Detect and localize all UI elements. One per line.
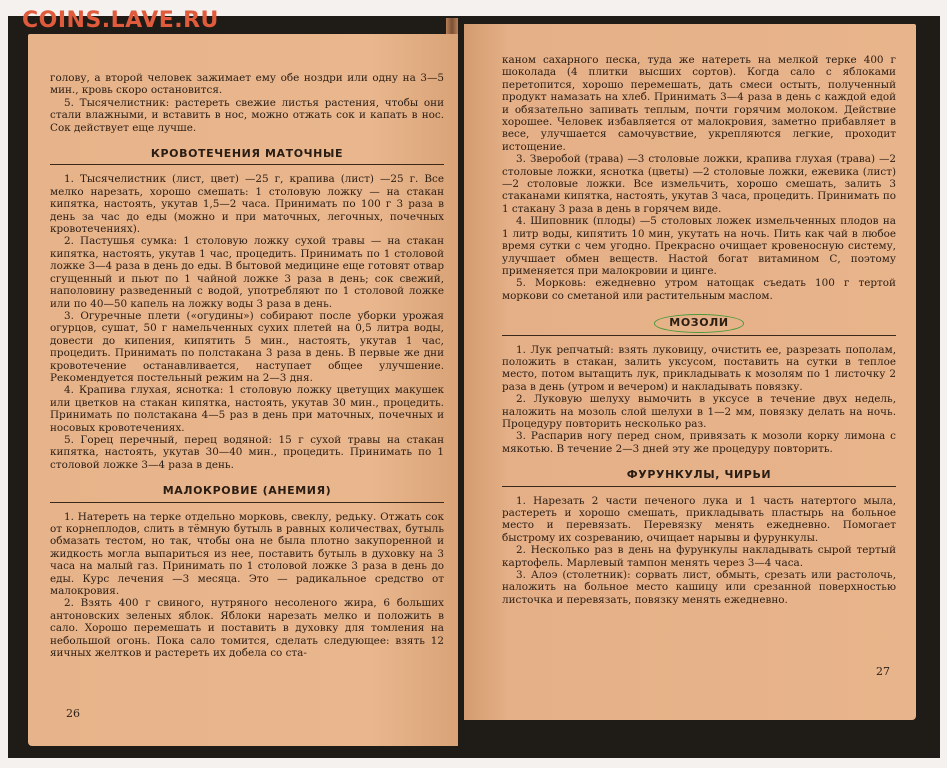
section-divider (502, 486, 896, 487)
right-page (464, 24, 916, 720)
right-page-content (502, 54, 896, 606)
right-intro-1: каном сахарного песка, туда же натереть на мелкой терке 400 г шоколада (4 плитки высших сортов). Когда сало с яблоками перетопится, хорошо перемешать, дать смеси остыть, полученный продукт намазать на хлеб. Принимать 3—4 раза в день с каждой едой и обязательно запивать теплым, почти горячим молоком. Действие хорошее. Человек избавляется от малокровия, заметно прибавляет в весе, улучшается самочувствие, укрепляются легкие, проходит истощение. (502, 54, 896, 153)
left-s2-item-1: 1. Натереть на терке отдельно морковь, свеклу, редьку. Отжать сок от корнеплодов, слить в тёмную бутыль в равных количествах, бутыль обмазать тестом, но так, чтобы она не была плотно закупоренной и жидкость могла выпариться из нее, поставить бутыль в духовку на 3 часа на малый газ. Принимать по 1 столовой ложке 3 раза в день до еды. Курс лечения —3 месяца. Это — радикальное средство от малокровия. (50, 510, 444, 598)
section-divider (50, 502, 444, 503)
left-s1-item-2: 2. Пастушья сумка: 1 столовую ложку сухой травы — на стакан кипятка, настоять, укутав 1 час, процедить. Принимать по 1 столовой ложке 3—4 раза в день до еды. В бытовой медицине еще готовят отвар сгущенный и пьют по 1 чайной ложке 3 раза в день; сок свежий, наполовину разведенный с водой, употребляют по 1 столовой ложке или по 40—50 капель на ложку воды 3 раза в день. (50, 235, 444, 310)
right-s1-item-3: 3. Распарив ногу перед сном, привязать к мозоли корку лимона с мякотью. В течение 2—3 дней эту же процедуру повторить. (502, 430, 896, 455)
right-s2-item-1: 1. Нарезать 2 части печеного лука и 1 часть натертого мыла, растереть и хорошо смешать, прикладывать пластырь на больное место и перевязать. Перевязку менять ежедневно. Помогает быстрому их созреванию, очищает нарывы и фурункулы. (502, 494, 896, 544)
right-s2-item-3: 3. Алоэ (столетник): сорвать лист, обмыть, срезать или растолочь, наложить на больное место кашицу или срезанной поверхностью листочка и перевязать, повязку менять ежедневно. (502, 569, 896, 606)
left-page (28, 34, 458, 746)
section-divider (502, 335, 896, 336)
section-title-wrap (502, 314, 896, 332)
watermark: COINS.LAVE.RU (22, 8, 219, 33)
right-s2-item-2: 2. Несколько раз в день на фурункулы накладывать сырой тертый картофель. Марлевый тампон менять через 3—4 часа. (502, 544, 896, 569)
left-s1-item-3: 3. Огуречные плети («огудины») собирают после уборки урожая огурцов, сушат, 50 г намельченных сухих плетей на 0,5 литра воды, довести до кипения, кипятить 5 мин., настоять, укутав 1 час, процедить. Принимать по полстакана 3 раза в день. В первые же дни кровотечение останавливается, наступает общее улучшение. Рекомендуется постельный режим на 2—3 дня. (50, 309, 444, 384)
left-intro-1: голову, а второй человек зажимает ему обе ноздри или одну на 3—5 мин., кровь скоро остановится. (50, 72, 444, 97)
right-intro-2: 3. Зверобой (трава) —3 столовые ложки, крапива глухая (трава) —2 столовые ложки, яснотка (цветы) —2 столовые ложки, ежевика (лист) —2 столовые ложки. Все измельчить, хорошо смешать, залить 3 стаканами кипятка, настоять, укутав 3 часа, процедить. Принимать по 1 стакану 3 раза в день в горячем виде. (502, 153, 896, 215)
page-number-right: 27 (876, 665, 890, 678)
left-page-content (50, 72, 444, 659)
left-s1-item-5: 5. Горец перечный, перец водяной: 15 г сухой травы на стакан кипятка, настоять, укутав 30—40 мин., процедить. Принимать по 1 столовой ложке 3—4 раза в день. (50, 433, 444, 471)
right-s1-item-1: 1. Лук репчатый: взять луковицу, очистить ее, разрезать пополам, положить в стакан, залить уксусом, поставить на сутки в теплое место, потом вытащить лук, прикладывать к мозолям по 1 листочку 2 раза в день (утром и вечером) и накладывать повязку. (502, 343, 896, 393)
left-s2-item-2: 2. Взять 400 г свиного, нутряного несоленого жира, 6 больших антоновских зеленых яблок. Яблоки нарезать мелко и положить в сало. Хорошо перемешать и поставить в духовку для томления на небольшой огонь. Пока сало томится, сделать следующее: взять 12 яичных желтков и растереть их добела со ста- (50, 597, 444, 660)
right-intro-3: 4. Шиповник (плоды) —5 столовых ложек измельченных плодов на 1 литр воды, кипятить 10 мин, укутать на ночь. Пить как чай в любое время сутки с чем угодно. Прекрасно очищает кровеносную систему, улучшает обмен веществ. Настой богат витамином С, поэтому применяется при малокровии и цинге. (502, 215, 896, 277)
section-title-boils: ФУРУНКУЛЫ, ЧИРЬИ (626, 468, 772, 482)
right-s1-item-2: 2. Луковую шелуху вымочить в уксусе в течение двух недель, наложить на мозоль слой шелухи в 1—2 мм, повязку делать на ночь. Процедуру повторить несколько раз. (502, 393, 896, 430)
left-intro-2: 5. Тысячелистник: растереть свежие листья растения, чтобы они стали влажными, и вставить в нос, можно отжать сок и капать в нос. Сок действует еще лучше. (50, 96, 444, 134)
left-s1-item-4: 4. Крапива глухая, яснотка: 1 столовую ложку цветущих макушек или цветков на стакан кипятка, настоять, укутав 30 мин., процедить. Принимать по полстакана 4—5 раз в день при маточных, почечных и носовых кровотечениях. (50, 384, 444, 434)
section-title-uterine-bleeding: КРОВОТЕЧЕНИЯ МАТОЧНЫЕ (150, 147, 344, 161)
left-s1-item-1: 1. Тысячелистник (лист, цвет) —25 г, крапива (лист) —25 г. Все мелко нарезать, хорошо смешать: 1 столовую ложку — на стакан кипятка, настоять, укутав 1,5—2 часа. Принимать по 100 г 3 раза в день за час до еды (можно и при маточных, легочных, почечных кровотечениях). (50, 173, 444, 236)
section-title-anemia: МАЛОКРОВИЕ (АНЕМИЯ) (162, 484, 332, 498)
right-intro-4: 5. Морковь: ежедневно утром натощак съедать 100 г тертой моркови со сметаной или растительным маслом. (502, 277, 896, 302)
page-number-left: 26 (66, 707, 80, 720)
section-divider (50, 164, 444, 165)
section-title-calluses: МОЗОЛИ (654, 314, 743, 332)
